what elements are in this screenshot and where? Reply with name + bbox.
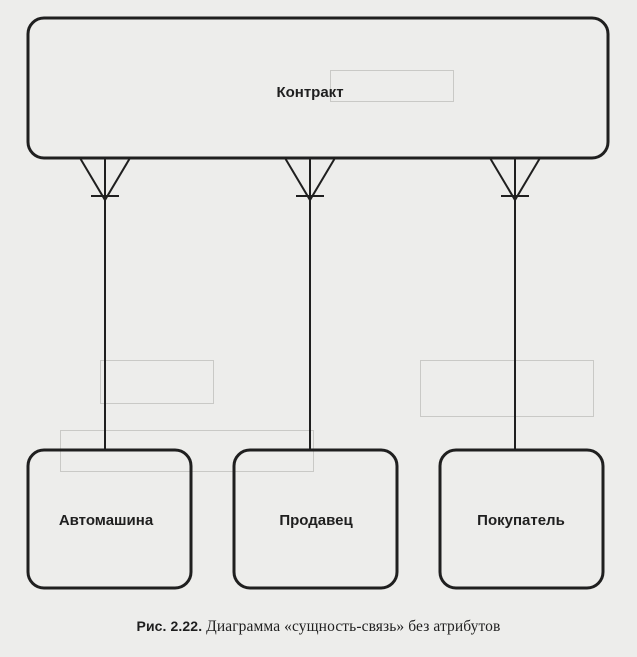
entity-car xyxy=(28,450,191,588)
entity-car-label: Автомашина xyxy=(58,512,154,529)
entity-contract-label: Контракт xyxy=(276,84,344,101)
entity-seller xyxy=(234,450,397,588)
relationship-line-buyer xyxy=(490,158,540,450)
entity-buyer xyxy=(440,450,603,588)
relationship-line-seller xyxy=(285,158,335,450)
relationship-line-car xyxy=(80,158,130,450)
figure-caption xyxy=(0,618,637,636)
entity-seller-label: Продавец xyxy=(279,512,353,529)
figure-caption-text: Диаграмма «сущность-связь» без атрибутов xyxy=(206,618,501,635)
entity-buyer-label: Покупатель xyxy=(477,512,565,529)
figure-number: Рис. 2.22. xyxy=(136,618,203,634)
entity-contract xyxy=(28,18,608,158)
